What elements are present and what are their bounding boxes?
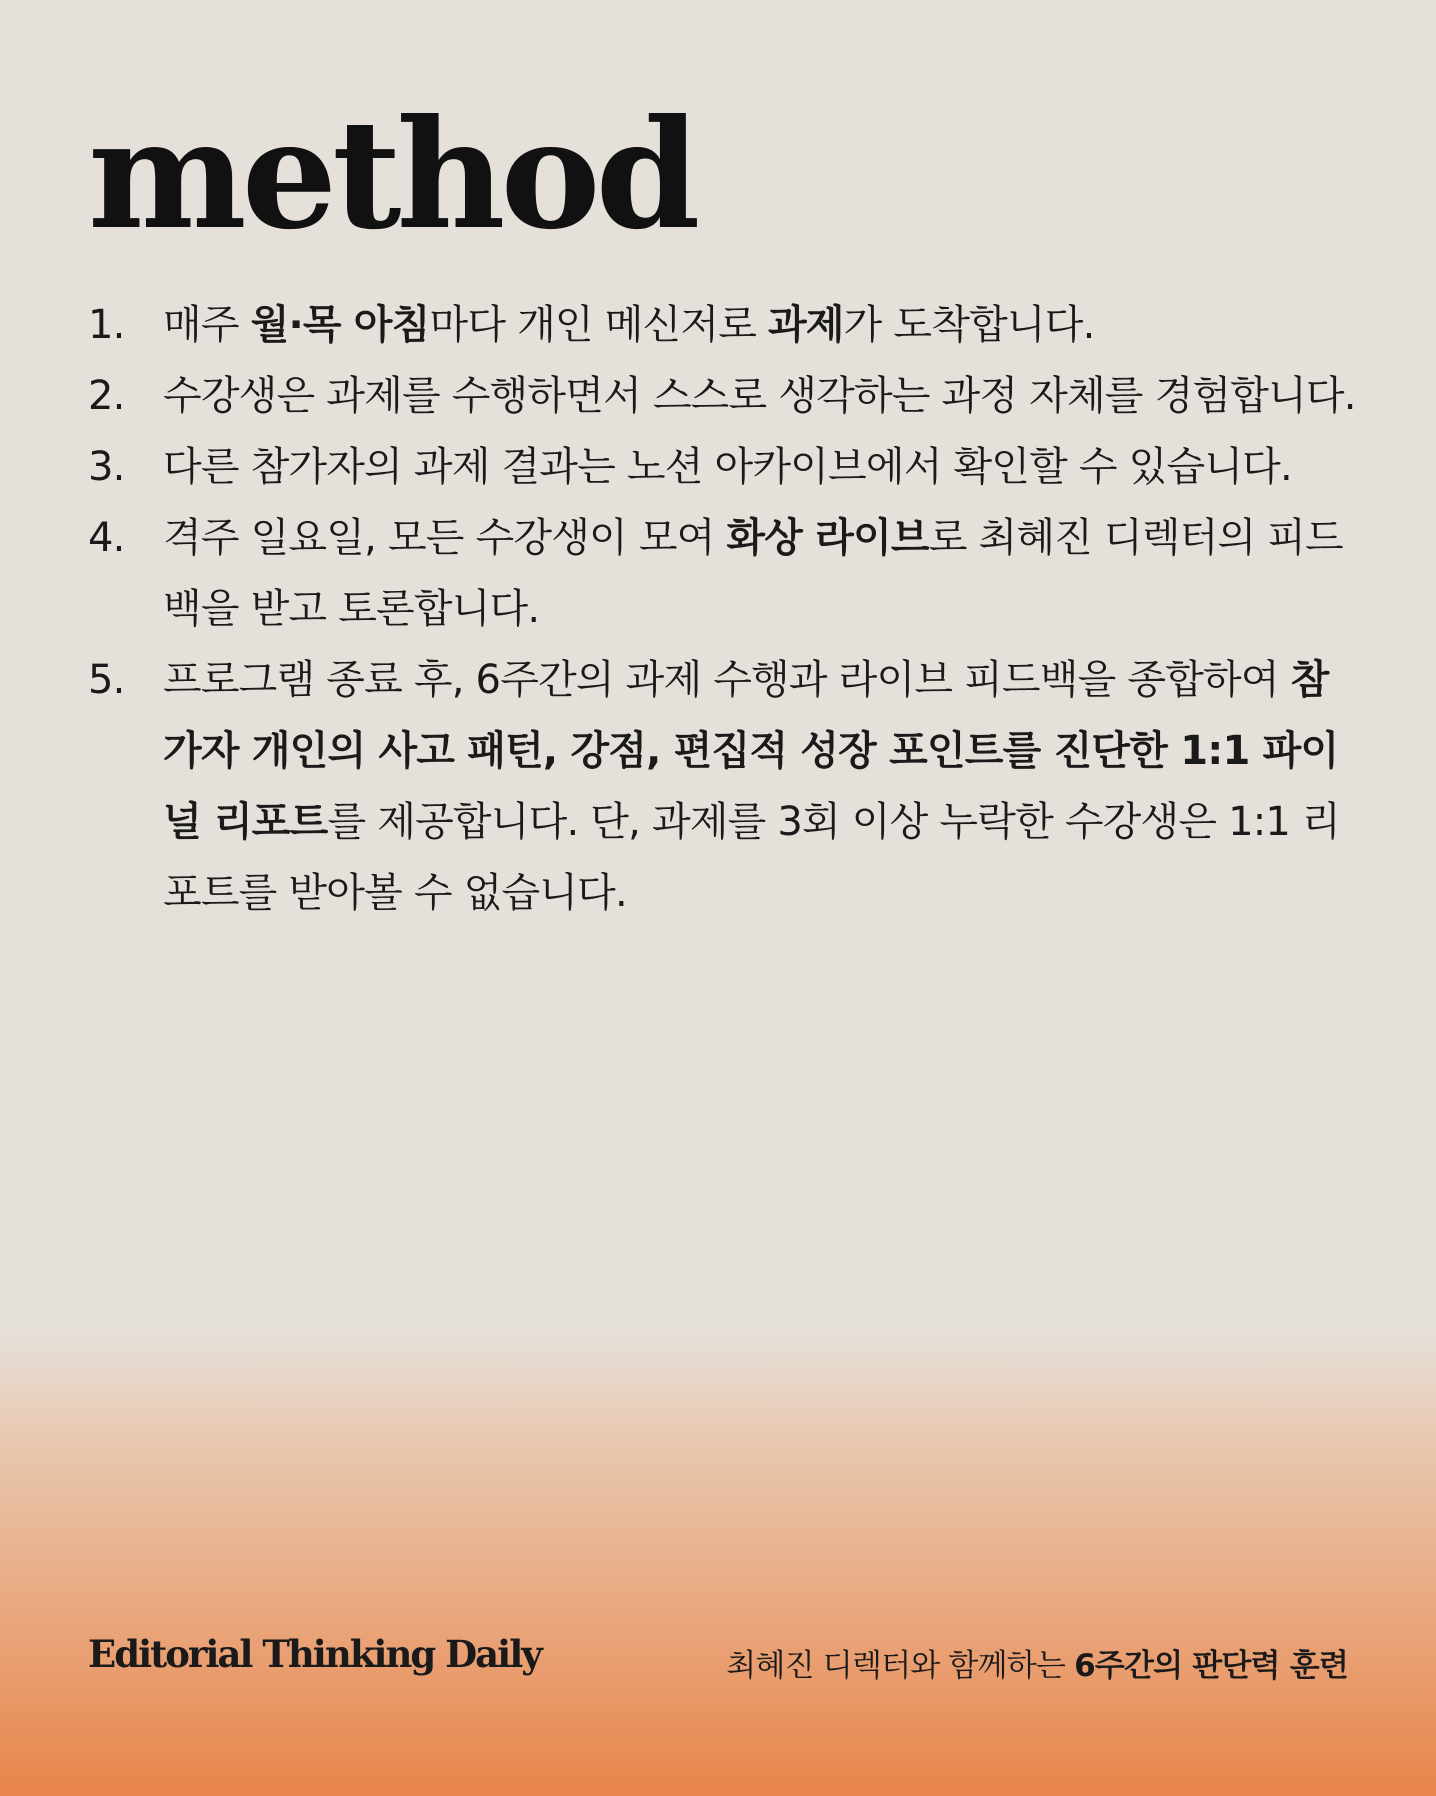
tagline-regular: 최혜진 디렉터와 함께하는 <box>726 1648 1075 1684</box>
step-text-segment: 를 제공합니다. 단, 과제를 3회 이상 누락한 수강생은 1:1 리포트를 받아볼 수 없습니다. <box>163 799 1340 916</box>
footer-tagline <box>726 1640 1348 1685</box>
step-text <box>163 503 1358 645</box>
step-text-segment: 매주 <box>163 302 251 348</box>
step-number: 4. <box>88 515 125 561</box>
step-text-emphasis: 월·목 아침 <box>250 302 430 348</box>
step-text-emphasis: 과제 <box>767 302 844 348</box>
step-text-segment: 가 도착합니다. <box>843 302 1095 348</box>
step-text <box>163 361 1358 432</box>
method-step <box>88 645 1358 929</box>
step-number: 5. <box>88 657 125 703</box>
step-text-emphasis: 참가자 개인의 사고 패턴, 강점, 편집적 성장 포인트를 진단한 1:1 파이널 리포트 <box>163 657 1339 845</box>
step-text-segment: 프로그램 종료 후, 6주간의 과제 수행과 라이브 피드백을 종합하여 <box>163 657 1291 703</box>
step-text-segment: 수강생은 과제를 수행하면서 스스로 생각하는 과정 자체를 경험합니다. <box>163 373 1356 419</box>
step-text-emphasis: 화상 라이브 <box>726 515 929 561</box>
brand-name: Editorial Thinking Daily <box>88 1632 541 1676</box>
method-step <box>88 503 1358 645</box>
step-number: 3. <box>88 444 125 490</box>
step-text <box>163 290 1358 361</box>
step-text-segment: 로 최혜진 디렉터의 피드백을 받고 토론합니다. <box>163 515 1343 632</box>
step-text-segment: 다른 참가자의 과제 결과는 노션 아카이브에서 확인할 수 있습니다. <box>163 444 1292 490</box>
page-title: method <box>88 87 696 263</box>
step-text-segment: 마다 개인 메신저로 <box>429 302 768 348</box>
step-text <box>163 645 1358 929</box>
tagline-bold: 6주간의 판단력 훈련 <box>1074 1648 1348 1684</box>
method-step <box>88 361 1358 432</box>
method-steps-list <box>88 290 1358 929</box>
step-text <box>163 432 1358 503</box>
step-text-segment: 격주 일요일, 모든 수강생이 모여 <box>163 515 727 561</box>
method-step <box>88 290 1358 361</box>
method-step <box>88 432 1358 503</box>
step-number: 1. <box>88 302 125 348</box>
step-number: 2. <box>88 373 125 419</box>
